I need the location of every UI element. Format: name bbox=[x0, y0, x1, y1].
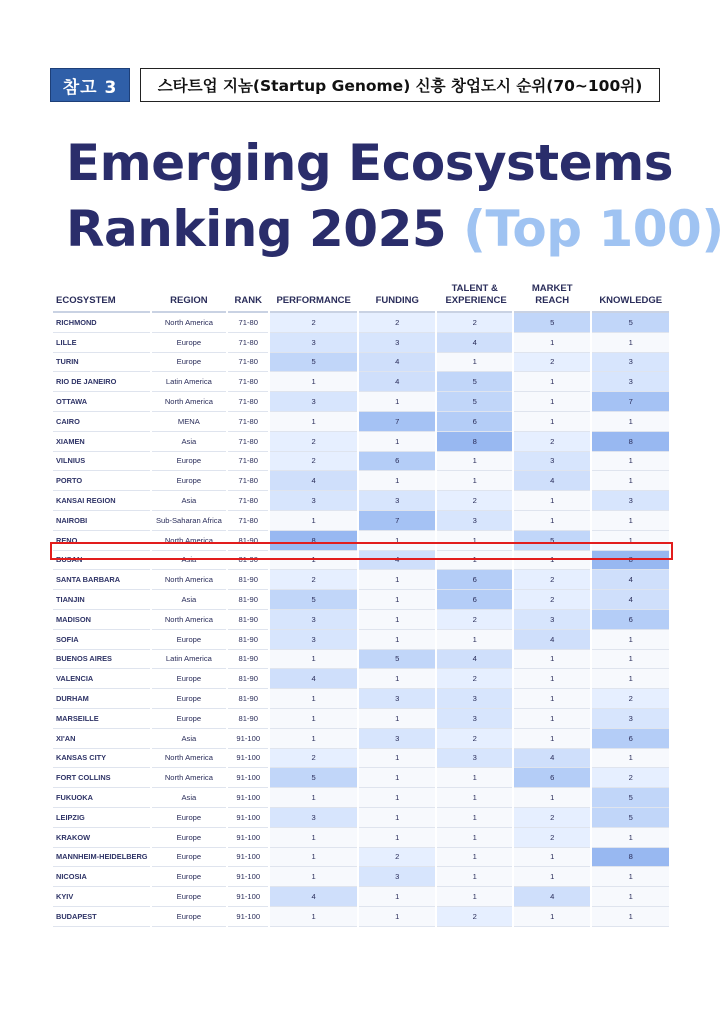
cell-performance: 1 bbox=[270, 828, 357, 848]
cell-funding: 1 bbox=[359, 630, 436, 650]
cell-funding: 7 bbox=[359, 412, 436, 432]
col-header-talent: TALENT & EXPERIENCE bbox=[437, 277, 511, 313]
cell-performance: 5 bbox=[270, 590, 357, 610]
table-row bbox=[53, 709, 669, 729]
cell-performance: 3 bbox=[270, 333, 357, 353]
cell-talent: 2 bbox=[437, 610, 511, 630]
table-row bbox=[53, 452, 669, 472]
cell-funding: 1 bbox=[359, 590, 436, 610]
cell-market-reach: 1 bbox=[514, 907, 591, 927]
cell-ecosystem: KYIV bbox=[53, 887, 150, 907]
table-row bbox=[53, 848, 669, 868]
cell-region: Europe bbox=[152, 452, 226, 472]
cell-knowledge: 1 bbox=[592, 907, 669, 927]
cell-region: North America bbox=[152, 570, 226, 590]
cell-ecosystem: NAIROBI bbox=[53, 511, 150, 531]
cell-rank: 71-80 bbox=[228, 432, 268, 452]
cell-region: North America bbox=[152, 610, 226, 630]
cell-talent: 4 bbox=[437, 333, 511, 353]
cell-ecosystem: BUDAPEST bbox=[53, 907, 150, 927]
cell-funding: 3 bbox=[359, 867, 436, 887]
cell-knowledge: 7 bbox=[592, 392, 669, 412]
table-row bbox=[53, 551, 669, 571]
table-row bbox=[53, 511, 669, 531]
cell-funding: 3 bbox=[359, 333, 436, 353]
cell-talent: 2 bbox=[437, 907, 511, 927]
table-row bbox=[53, 887, 669, 907]
cell-ecosystem: BUSAN bbox=[53, 551, 150, 571]
cell-rank: 71-80 bbox=[228, 412, 268, 432]
cell-region: Europe bbox=[152, 907, 226, 927]
cell-rank: 91-100 bbox=[228, 848, 268, 868]
cell-rank: 81-90 bbox=[228, 570, 268, 590]
table-row bbox=[53, 570, 669, 590]
reference-badge: 참고 3 bbox=[50, 68, 130, 102]
cell-market-reach: 1 bbox=[514, 867, 591, 887]
col-header-performance: PERFORMANCE bbox=[270, 277, 357, 313]
cell-knowledge: 1 bbox=[592, 531, 669, 551]
cell-rank: 71-80 bbox=[228, 392, 268, 412]
cell-performance: 3 bbox=[270, 630, 357, 650]
cell-funding: 2 bbox=[359, 313, 436, 333]
cell-performance: 1 bbox=[270, 650, 357, 670]
cell-market-reach: 2 bbox=[514, 353, 591, 373]
cell-rank: 81-90 bbox=[228, 610, 268, 630]
cell-region: North America bbox=[152, 749, 226, 769]
table-row bbox=[53, 650, 669, 670]
cell-talent: 6 bbox=[437, 412, 511, 432]
cell-ecosystem: DURHAM bbox=[53, 689, 150, 709]
cell-region: Asia bbox=[152, 788, 226, 808]
cell-knowledge: 5 bbox=[592, 788, 669, 808]
cell-performance: 1 bbox=[270, 412, 357, 432]
cell-knowledge: 1 bbox=[592, 828, 669, 848]
cell-rank: 91-100 bbox=[228, 808, 268, 828]
cell-market-reach: 1 bbox=[514, 412, 591, 432]
cell-ecosystem: MADISON bbox=[53, 610, 150, 630]
cell-knowledge: 1 bbox=[592, 511, 669, 531]
cell-market-reach: 1 bbox=[514, 372, 591, 392]
cell-rank: 71-80 bbox=[228, 511, 268, 531]
cell-performance: 4 bbox=[270, 887, 357, 907]
cell-performance: 1 bbox=[270, 551, 357, 571]
table-row bbox=[53, 491, 669, 511]
cell-knowledge: 1 bbox=[592, 749, 669, 769]
cell-region: MENA bbox=[152, 412, 226, 432]
cell-rank: 71-80 bbox=[228, 491, 268, 511]
cell-knowledge: 2 bbox=[592, 768, 669, 788]
reference-title: 스타트업 지놈(Startup Genome) 신흥 창업도시 순위(70~100위) bbox=[140, 68, 660, 102]
cell-market-reach: 5 bbox=[514, 531, 591, 551]
cell-funding: 1 bbox=[359, 749, 436, 769]
cell-market-reach: 2 bbox=[514, 570, 591, 590]
cell-knowledge: 4 bbox=[592, 570, 669, 590]
cell-region: Europe bbox=[152, 848, 226, 868]
cell-performance: 4 bbox=[270, 471, 357, 491]
cell-performance: 1 bbox=[270, 729, 357, 749]
cell-talent: 3 bbox=[437, 709, 511, 729]
cell-region: North America bbox=[152, 768, 226, 788]
cell-market-reach: 4 bbox=[514, 630, 591, 650]
cell-region: Latin America bbox=[152, 650, 226, 670]
cell-rank: 81-90 bbox=[228, 650, 268, 670]
cell-ecosystem: XIAMEN bbox=[53, 432, 150, 452]
cell-talent: 1 bbox=[437, 630, 511, 650]
cell-knowledge: 3 bbox=[592, 353, 669, 373]
cell-performance: 1 bbox=[270, 372, 357, 392]
cell-performance: 2 bbox=[270, 570, 357, 590]
cell-region: Asia bbox=[152, 729, 226, 749]
cell-region: Europe bbox=[152, 828, 226, 848]
col-header-ecosystem: ECOSYSTEM bbox=[53, 277, 150, 313]
cell-region: Europe bbox=[152, 689, 226, 709]
cell-region: North America bbox=[152, 313, 226, 333]
cell-ecosystem: RENO bbox=[53, 531, 150, 551]
cell-funding: 1 bbox=[359, 471, 436, 491]
cell-rank: 71-80 bbox=[228, 333, 268, 353]
cell-knowledge: 8 bbox=[592, 848, 669, 868]
table-row bbox=[53, 828, 669, 848]
cell-market-reach: 2 bbox=[514, 808, 591, 828]
cell-rank: 91-100 bbox=[228, 867, 268, 887]
cell-market-reach: 3 bbox=[514, 452, 591, 472]
cell-talent: 1 bbox=[437, 808, 511, 828]
cell-region: Europe bbox=[152, 353, 226, 373]
cell-funding: 4 bbox=[359, 353, 436, 373]
cell-talent: 2 bbox=[437, 669, 511, 689]
cell-ecosystem: BUENOS AIRES bbox=[53, 650, 150, 670]
heading-line-1: Emerging Ecosystems bbox=[66, 134, 673, 192]
cell-knowledge: 1 bbox=[592, 887, 669, 907]
table-row bbox=[53, 531, 669, 551]
cell-knowledge: 4 bbox=[592, 590, 669, 610]
cell-knowledge: 2 bbox=[592, 689, 669, 709]
cell-talent: 2 bbox=[437, 729, 511, 749]
cell-funding: 1 bbox=[359, 768, 436, 788]
cell-funding: 1 bbox=[359, 392, 436, 412]
cell-talent: 4 bbox=[437, 650, 511, 670]
cell-performance: 1 bbox=[270, 709, 357, 729]
cell-region: North America bbox=[152, 531, 226, 551]
cell-talent: 1 bbox=[437, 353, 511, 373]
cell-market-reach: 1 bbox=[514, 491, 591, 511]
cell-talent: 5 bbox=[437, 392, 511, 412]
cell-market-reach: 1 bbox=[514, 650, 591, 670]
cell-talent: 1 bbox=[437, 531, 511, 551]
cell-rank: 81-90 bbox=[228, 630, 268, 650]
cell-rank: 91-100 bbox=[228, 828, 268, 848]
col-header-funding: FUNDING bbox=[359, 277, 436, 313]
cell-market-reach: 4 bbox=[514, 471, 591, 491]
cell-performance: 3 bbox=[270, 491, 357, 511]
cell-performance: 1 bbox=[270, 689, 357, 709]
cell-knowledge: 1 bbox=[592, 650, 669, 670]
cell-region: Europe bbox=[152, 867, 226, 887]
table-row bbox=[53, 333, 669, 353]
cell-knowledge: 3 bbox=[592, 709, 669, 729]
cell-region: Asia bbox=[152, 491, 226, 511]
cell-rank: 91-100 bbox=[228, 788, 268, 808]
cell-performance: 2 bbox=[270, 452, 357, 472]
cell-market-reach: 2 bbox=[514, 828, 591, 848]
cell-talent: 1 bbox=[437, 828, 511, 848]
cell-performance: 8 bbox=[270, 531, 357, 551]
cell-knowledge: 5 bbox=[592, 808, 669, 828]
cell-rank: 81-90 bbox=[228, 590, 268, 610]
cell-ecosystem: NICOSIA bbox=[53, 867, 150, 887]
col-header-knowledge: KNOWLEDGE bbox=[592, 277, 669, 313]
cell-knowledge: 3 bbox=[592, 372, 669, 392]
heading-accent: (Top 100) bbox=[463, 200, 724, 258]
cell-ecosystem: RICHMOND bbox=[53, 313, 150, 333]
table-row bbox=[53, 313, 669, 333]
cell-market-reach: 1 bbox=[514, 689, 591, 709]
table-row bbox=[53, 590, 669, 610]
cell-market-reach: 3 bbox=[514, 610, 591, 630]
cell-market-reach: 2 bbox=[514, 432, 591, 452]
cell-funding: 1 bbox=[359, 709, 436, 729]
cell-talent: 1 bbox=[437, 887, 511, 907]
cell-ecosystem: VILNIUS bbox=[53, 452, 150, 472]
table-row bbox=[53, 867, 669, 887]
cell-ecosystem: CAIRO bbox=[53, 412, 150, 432]
cell-talent: 1 bbox=[437, 788, 511, 808]
table-row bbox=[53, 471, 669, 491]
cell-rank: 81-90 bbox=[228, 709, 268, 729]
cell-region: Europe bbox=[152, 333, 226, 353]
cell-knowledge: 6 bbox=[592, 610, 669, 630]
cell-talent: 1 bbox=[437, 551, 511, 571]
cell-talent: 1 bbox=[437, 768, 511, 788]
cell-region: Europe bbox=[152, 471, 226, 491]
cell-performance: 2 bbox=[270, 749, 357, 769]
cell-ecosystem: LILLE bbox=[53, 333, 150, 353]
cell-region: Europe bbox=[152, 808, 226, 828]
cell-ecosystem: MANNHEIM-HEIDELBERG bbox=[53, 848, 150, 868]
cell-ecosystem: KANSAS CITY bbox=[53, 749, 150, 769]
table-row bbox=[53, 412, 669, 432]
cell-knowledge: 8 bbox=[592, 432, 669, 452]
cell-funding: 1 bbox=[359, 907, 436, 927]
cell-ecosystem: PORTO bbox=[53, 471, 150, 491]
table-row bbox=[53, 808, 669, 828]
cell-rank: 71-80 bbox=[228, 372, 268, 392]
cell-funding: 7 bbox=[359, 511, 436, 531]
cell-performance: 5 bbox=[270, 353, 357, 373]
cell-ecosystem: SOFIA bbox=[53, 630, 150, 650]
cell-market-reach: 2 bbox=[514, 590, 591, 610]
cell-region: Sub-Saharan Africa bbox=[152, 511, 226, 531]
table-header-row bbox=[53, 277, 669, 313]
cell-ecosystem: KRAKOW bbox=[53, 828, 150, 848]
cell-rank: 71-80 bbox=[228, 313, 268, 333]
col-header-market-reach: MARKET REACH bbox=[514, 277, 591, 313]
cell-talent: 1 bbox=[437, 452, 511, 472]
table-row bbox=[53, 749, 669, 769]
cell-ecosystem: MARSEILLE bbox=[53, 709, 150, 729]
cell-ecosystem: XI'AN bbox=[53, 729, 150, 749]
cell-rank: 81-90 bbox=[228, 669, 268, 689]
cell-knowledge: 1 bbox=[592, 412, 669, 432]
cell-ecosystem: FORT COLLINS bbox=[53, 768, 150, 788]
cell-ecosystem: FUKUOKA bbox=[53, 788, 150, 808]
cell-performance: 5 bbox=[270, 768, 357, 788]
cell-funding: 1 bbox=[359, 531, 436, 551]
cell-rank: 81-90 bbox=[228, 531, 268, 551]
cell-market-reach: 5 bbox=[514, 313, 591, 333]
cell-talent: 3 bbox=[437, 689, 511, 709]
cell-performance: 2 bbox=[270, 313, 357, 333]
cell-performance: 2 bbox=[270, 432, 357, 452]
cell-funding: 1 bbox=[359, 432, 436, 452]
cell-talent: 6 bbox=[437, 590, 511, 610]
cell-market-reach: 1 bbox=[514, 392, 591, 412]
cell-talent: 8 bbox=[437, 432, 511, 452]
cell-knowledge: 5 bbox=[592, 313, 669, 333]
cell-region: Europe bbox=[152, 887, 226, 907]
cell-funding: 5 bbox=[359, 650, 436, 670]
table-row bbox=[53, 788, 669, 808]
cell-talent: 3 bbox=[437, 511, 511, 531]
cell-region: Asia bbox=[152, 551, 226, 571]
cell-knowledge: 1 bbox=[592, 452, 669, 472]
cell-region: Europe bbox=[152, 709, 226, 729]
cell-funding: 1 bbox=[359, 887, 436, 907]
cell-talent: 1 bbox=[437, 848, 511, 868]
cell-funding: 4 bbox=[359, 551, 436, 571]
cell-funding: 3 bbox=[359, 491, 436, 511]
col-header-rank: RANK bbox=[228, 277, 268, 313]
cell-rank: 71-80 bbox=[228, 471, 268, 491]
cell-knowledge: 1 bbox=[592, 471, 669, 491]
cell-funding: 3 bbox=[359, 689, 436, 709]
cell-market-reach: 4 bbox=[514, 749, 591, 769]
cell-ecosystem: TURIN bbox=[53, 353, 150, 373]
cell-talent: 6 bbox=[437, 570, 511, 590]
cell-performance: 1 bbox=[270, 867, 357, 887]
table-row bbox=[53, 669, 669, 689]
cell-talent: 2 bbox=[437, 313, 511, 333]
cell-market-reach: 1 bbox=[514, 511, 591, 531]
cell-performance: 1 bbox=[270, 788, 357, 808]
table-row bbox=[53, 392, 669, 412]
cell-knowledge: 3 bbox=[592, 491, 669, 511]
table-row bbox=[53, 689, 669, 709]
cell-talent: 1 bbox=[437, 471, 511, 491]
table-row bbox=[53, 630, 669, 650]
cell-rank: 81-90 bbox=[228, 689, 268, 709]
cell-market-reach: 1 bbox=[514, 729, 591, 749]
table-row bbox=[53, 432, 669, 452]
cell-rank: 91-100 bbox=[228, 729, 268, 749]
cell-performance: 1 bbox=[270, 511, 357, 531]
cell-ecosystem: KANSAI REGION bbox=[53, 491, 150, 511]
table-body bbox=[53, 313, 669, 927]
col-header-region: REGION bbox=[152, 277, 226, 313]
cell-ecosystem: OTTAWA bbox=[53, 392, 150, 412]
cell-market-reach: 1 bbox=[514, 788, 591, 808]
cell-funding: 6 bbox=[359, 452, 436, 472]
heading-line-2 bbox=[66, 196, 724, 262]
cell-performance: 3 bbox=[270, 808, 357, 828]
table-row bbox=[53, 729, 669, 749]
table-row bbox=[53, 907, 669, 927]
ranking-heading bbox=[66, 130, 724, 262]
table-row bbox=[53, 610, 669, 630]
cell-market-reach: 1 bbox=[514, 333, 591, 353]
cell-rank: 91-100 bbox=[228, 768, 268, 788]
cell-performance: 3 bbox=[270, 392, 357, 412]
cell-knowledge: 6 bbox=[592, 729, 669, 749]
cell-ecosystem: TIANJIN bbox=[53, 590, 150, 610]
table-row bbox=[53, 768, 669, 788]
cell-rank: 91-100 bbox=[228, 749, 268, 769]
cell-performance: 4 bbox=[270, 669, 357, 689]
cell-region: Europe bbox=[152, 669, 226, 689]
cell-rank: 71-80 bbox=[228, 452, 268, 472]
table-row bbox=[53, 372, 669, 392]
cell-funding: 4 bbox=[359, 372, 436, 392]
cell-knowledge: 1 bbox=[592, 333, 669, 353]
cell-ecosystem: VALENCIA bbox=[53, 669, 150, 689]
cell-rank: 91-100 bbox=[228, 887, 268, 907]
cell-region: Europe bbox=[152, 630, 226, 650]
cell-ecosystem: SANTA BARBARA bbox=[53, 570, 150, 590]
cell-ecosystem: LEIPZIG bbox=[53, 808, 150, 828]
cell-talent: 1 bbox=[437, 867, 511, 887]
table-row bbox=[53, 353, 669, 373]
cell-region: North America bbox=[152, 392, 226, 412]
cell-performance: 3 bbox=[270, 610, 357, 630]
cell-talent: 5 bbox=[437, 372, 511, 392]
cell-region: Asia bbox=[152, 590, 226, 610]
cell-market-reach: 4 bbox=[514, 887, 591, 907]
cell-talent: 2 bbox=[437, 491, 511, 511]
cell-market-reach: 1 bbox=[514, 551, 591, 571]
cell-knowledge: 8 bbox=[592, 551, 669, 571]
cell-rank: 91-100 bbox=[228, 907, 268, 927]
reference-bar bbox=[50, 68, 660, 102]
cell-funding: 1 bbox=[359, 788, 436, 808]
cell-knowledge: 1 bbox=[592, 867, 669, 887]
cell-market-reach: 1 bbox=[514, 669, 591, 689]
ranking-table bbox=[51, 277, 671, 927]
cell-market-reach: 1 bbox=[514, 709, 591, 729]
cell-funding: 1 bbox=[359, 828, 436, 848]
cell-performance: 1 bbox=[270, 907, 357, 927]
cell-funding: 1 bbox=[359, 570, 436, 590]
cell-funding: 1 bbox=[359, 610, 436, 630]
cell-talent: 3 bbox=[437, 749, 511, 769]
cell-knowledge: 1 bbox=[592, 630, 669, 650]
cell-market-reach: 6 bbox=[514, 768, 591, 788]
cell-region: Asia bbox=[152, 432, 226, 452]
cell-knowledge: 1 bbox=[592, 669, 669, 689]
cell-funding: 3 bbox=[359, 729, 436, 749]
cell-performance: 1 bbox=[270, 848, 357, 868]
cell-region: Latin America bbox=[152, 372, 226, 392]
cell-funding: 2 bbox=[359, 848, 436, 868]
cell-rank: 81-90 bbox=[228, 551, 268, 571]
cell-rank: 71-80 bbox=[228, 353, 268, 373]
cell-funding: 1 bbox=[359, 669, 436, 689]
cell-ecosystem: RIO DE JANEIRO bbox=[53, 372, 150, 392]
cell-funding: 1 bbox=[359, 808, 436, 828]
cell-market-reach: 1 bbox=[514, 848, 591, 868]
heading-main: Ranking 2025 bbox=[66, 200, 447, 258]
